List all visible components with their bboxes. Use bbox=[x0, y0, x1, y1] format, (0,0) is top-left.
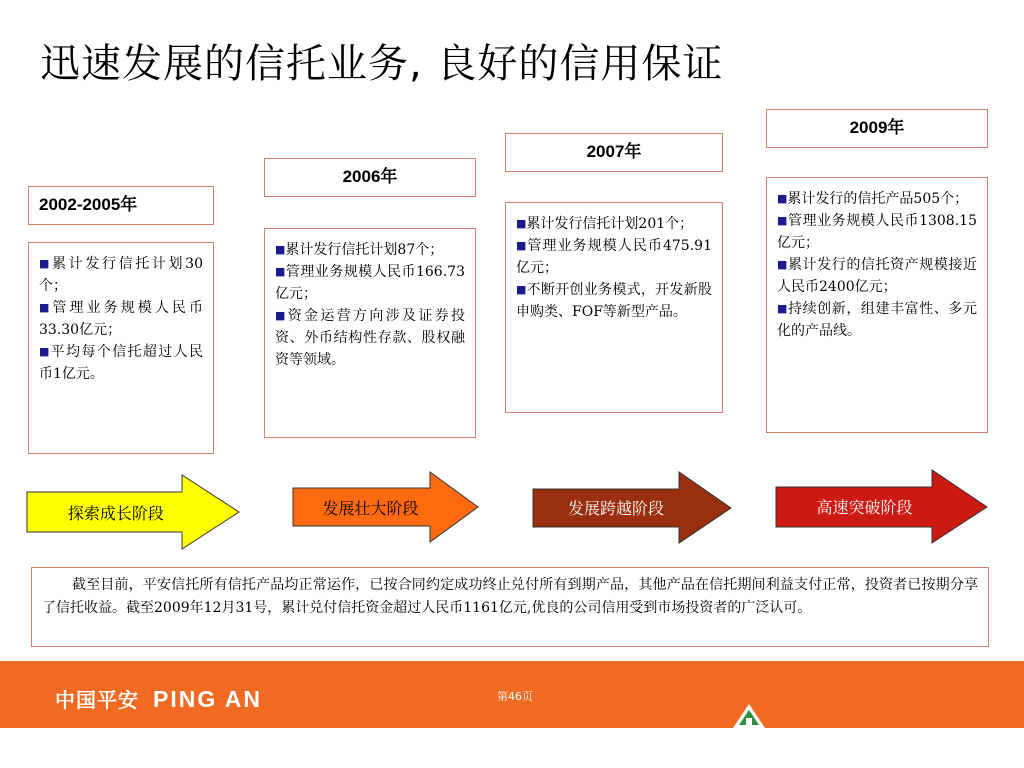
year-label-2006: 2006年 bbox=[264, 158, 476, 197]
card-item: ■持续创新，组建丰富性、多元化的产品线。 bbox=[777, 301, 977, 339]
slide-title: 迅速发展的信托业务, 良好的信用保证 bbox=[40, 41, 724, 87]
period-card-2006 bbox=[264, 228, 476, 438]
card-item: ■累计发行信托计划30个； bbox=[39, 256, 203, 294]
bullet-icon: ■ bbox=[516, 283, 527, 296]
bullet-icon: ■ bbox=[275, 265, 286, 278]
triangle-emblem-icon bbox=[732, 703, 766, 733]
year-label-2007: 2007年 bbox=[505, 133, 723, 172]
stage-arrow-leap bbox=[532, 471, 732, 544]
card-item: ■不断开创业务模式，开发新股申购类、FOF等新型产品。 bbox=[516, 282, 712, 320]
card-item: ■累计发行信托计划87个； bbox=[275, 242, 444, 258]
bullet-icon: ■ bbox=[777, 302, 788, 315]
card-item: ■累计发行信托计划201个； bbox=[516, 216, 694, 232]
stage-arrow-breakthrough bbox=[775, 469, 988, 544]
period-card-2009 bbox=[766, 177, 988, 433]
stage-label: 探索成长阶段 bbox=[67, 503, 164, 523]
card-item: ■管理业务规模人民币33.30亿元； bbox=[39, 300, 203, 338]
bullet-icon: ■ bbox=[777, 214, 788, 227]
bullet-icon: ■ bbox=[516, 239, 528, 252]
bullet-icon: ■ bbox=[275, 243, 286, 256]
stage-arrow-explore bbox=[26, 474, 240, 550]
bullet-icon: ■ bbox=[777, 258, 788, 271]
stage-label: 发展跨越阶段 bbox=[567, 499, 664, 518]
period-card-2002-2005 bbox=[28, 242, 214, 454]
bullet-icon: ■ bbox=[39, 257, 53, 270]
stage-label: 发展壮大阶段 bbox=[322, 498, 419, 518]
page-number: 第46页 bbox=[497, 690, 533, 703]
year-label-2009: 2009年 bbox=[766, 109, 988, 148]
year-label-2002-2005: 2002-2005年 bbox=[28, 186, 214, 225]
bullet-icon: ■ bbox=[777, 192, 788, 205]
stage-arrow-develop bbox=[292, 471, 479, 543]
card-item: ■管理业务规模人民币475.91亿元； bbox=[516, 238, 712, 276]
card-item: ■资金运营方向涉及证券投资、外币结构性存款、股权融资等领域。 bbox=[275, 308, 466, 368]
stage-label: 高速突破阶段 bbox=[816, 498, 913, 517]
summary-text: 截至目前，平安信托所有信托产品均正常运作，已按合同约定成功终止兑付所有到期产品，其他产品在信托期间利益支付正常，投资者已按期分享了信托收益。截至2009年12月31号，累计兑付信托资金超过人民币1161亿元,优良的公司信用受到市场投资者的广泛认可。 bbox=[31, 567, 989, 647]
period-card-2007 bbox=[505, 202, 723, 413]
logo-en: PING AN bbox=[153, 686, 262, 712]
card-item: ■累计发行的信托产品505个； bbox=[777, 191, 969, 207]
card-item: ■管理业务规模人民币1308.15亿元； bbox=[777, 213, 977, 251]
bullet-icon: ■ bbox=[39, 345, 51, 358]
ping-an-logo bbox=[55, 684, 262, 713]
card-item: ■管理业务规模人民币166.73亿元； bbox=[275, 264, 465, 302]
bullet-icon: ■ bbox=[516, 217, 527, 230]
bullet-icon: ■ bbox=[275, 309, 288, 322]
bullet-icon: ■ bbox=[39, 301, 53, 314]
card-item: ■平均每个信托超过人民币1亿元。 bbox=[39, 344, 203, 382]
card-item: ■累计发行的信托资产规模接近人民币2400亿元； bbox=[777, 257, 977, 295]
logo-cn: 中国平安 bbox=[55, 688, 139, 712]
